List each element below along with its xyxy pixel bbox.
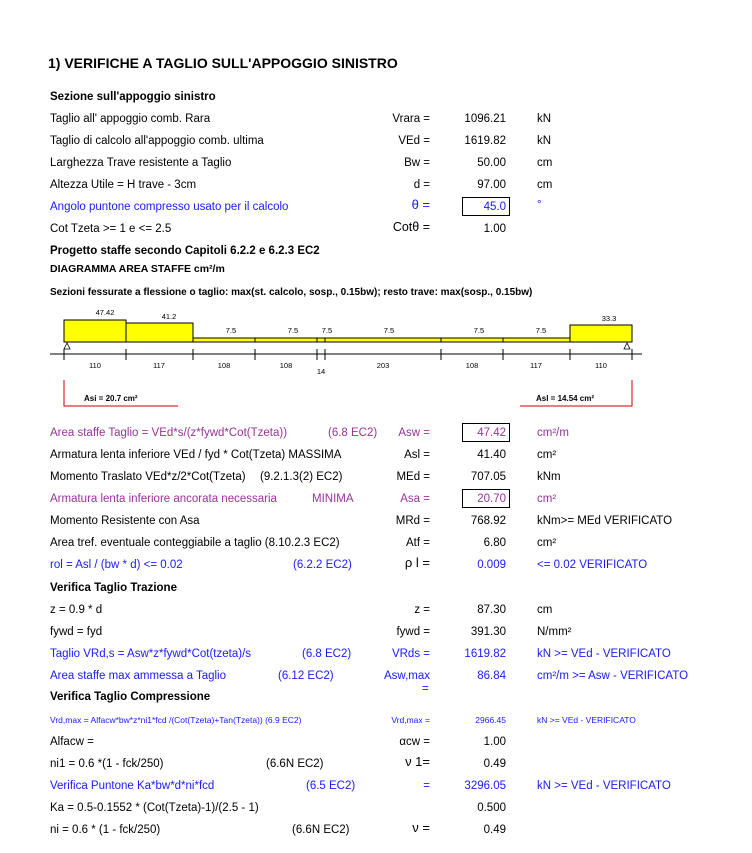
row-value: 1096.21 xyxy=(464,113,506,125)
row-label: Momento Resistente con Asa xyxy=(50,515,200,527)
row-unit: kN >= VEd - VERIFICATO xyxy=(537,648,671,660)
row-label: Angolo puntone compresso usato per il calcolo xyxy=(50,201,289,213)
dim-label: 110 xyxy=(89,361,101,370)
row-ref: MINIMA xyxy=(312,493,354,505)
bar-label: 7.5 xyxy=(287,326,299,335)
row-label: Area staffe Taglio = VEd*s/(z*fywd*Cot(Tzeta)) xyxy=(50,427,288,439)
row-symbol: Asw,max xyxy=(383,670,430,682)
row-symbol: Asw = xyxy=(398,427,430,439)
row-ref: (6.2.2 EC2) xyxy=(293,559,352,571)
theta-value[interactable]: 45.0 xyxy=(483,201,506,213)
row-symbol: Asa = xyxy=(400,493,430,505)
row-value: 0.49 xyxy=(483,824,506,836)
row-unit: cm xyxy=(537,604,553,616)
row-value: 707.05 xyxy=(470,471,506,483)
row-symbol: ν = xyxy=(412,820,430,835)
row-symbol: Vrd,max = xyxy=(391,715,430,725)
dim-label: 110 xyxy=(595,361,607,370)
row-label: Taglio di calcolo all'appoggio comb. ultima xyxy=(50,135,264,147)
row-unit: <= 0.02 VERIFICATO xyxy=(537,559,648,571)
row-value: 2966.45 xyxy=(475,715,506,725)
row-symbol: fywd = xyxy=(396,626,430,638)
row-label: Taglio VRd,s = Asw*z*fywd*Cot(tzeta)/s xyxy=(50,648,252,660)
dim-label: 108 xyxy=(465,361,479,370)
row-label: rol = Asl / (bw * d) <= 0.02 xyxy=(50,559,183,571)
row-symbol: αcw = xyxy=(399,736,430,748)
bar-segment xyxy=(64,320,126,342)
row-value: 1.00 xyxy=(483,736,506,748)
row-symbol: Vrara = xyxy=(392,113,430,125)
bar-label: 7.5 xyxy=(225,326,237,335)
row-label: Armatura lenta inferiore VEd / fyd * Cot(Tzeta) MASSIMA xyxy=(50,449,342,461)
row-label: Momento Traslato VEd*z/2*Cot(Tzeta) xyxy=(50,471,246,483)
row-symbol: Asl = xyxy=(404,449,430,461)
bar-label: 33.3 xyxy=(601,314,617,323)
row-unit: cm xyxy=(537,157,553,169)
bar-label: 7.5 xyxy=(535,326,547,335)
row-equals: = xyxy=(422,683,429,695)
compressione-heading: Verifica Taglio Compressione xyxy=(50,691,211,703)
row-value: 50.00 xyxy=(477,157,506,169)
row-ref: (6.8 EC2) xyxy=(328,427,378,439)
row-symbol: VRds = xyxy=(391,648,430,660)
row-ref: (6.12 EC2) xyxy=(278,670,334,682)
row-label: Ka = 0.5-0.1552 * (Cot(Tzeta)-1)/(2.5 - 1) xyxy=(50,802,259,814)
row-unit: kN >= VEd - VERIFICATO xyxy=(537,780,671,792)
row-unit: cm² xyxy=(537,537,557,549)
row-value: 97.00 xyxy=(477,179,506,191)
row-label: Cot Tzeta >= 1 e <= 2.5 xyxy=(50,223,172,235)
row-label: z = 0.9 * d xyxy=(50,604,103,616)
row-value: 3296.05 xyxy=(464,780,506,792)
row-value: 1.00 xyxy=(483,223,506,235)
row-unit: cm²/m >= Asw - VERIFICATO xyxy=(537,670,689,682)
row-value: 768.92 xyxy=(470,515,506,527)
row-label: Larghezza Trave resistente a Taglio xyxy=(50,157,232,169)
asl-label: Asl = 14.54 cm² xyxy=(536,394,595,403)
row-value: 87.30 xyxy=(477,604,506,616)
row-label: Altezza Utile = H trave - 3cm xyxy=(50,179,197,191)
row-unit: cm²/m xyxy=(537,427,569,439)
diagram-heading: DIAGRAMMA AREA STAFFE cm²/m xyxy=(50,263,225,275)
progetto-heading: Progetto staffe secondo Capitoli 6.2.2 e 6.2.3 EC2 xyxy=(50,245,320,257)
row-label: Armatura lenta inferiore ancorata necessaria xyxy=(50,493,277,505)
row-symbol: Bw = xyxy=(404,157,430,169)
row-value: 41.40 xyxy=(477,449,506,461)
bar-label: 7.5 xyxy=(321,326,333,335)
row-symbol: ρ l = xyxy=(404,555,430,570)
row-symbol: θ = xyxy=(411,197,430,212)
row-unit: kN xyxy=(537,135,552,147)
row-label: Area staffe max ammessa a Taglio xyxy=(50,670,226,682)
row-unit: cm xyxy=(537,179,553,191)
row-symbol: Atf = xyxy=(406,537,430,549)
row-unit: cm² xyxy=(537,449,557,461)
row-value: 391.30 xyxy=(470,626,506,638)
row-unit: kN xyxy=(537,113,552,125)
dim-label: 108 xyxy=(217,361,231,370)
dim-label: 203 xyxy=(376,361,390,370)
row-unit: cm² xyxy=(537,493,557,505)
bar-segment xyxy=(570,325,632,342)
bar-label: 7.5 xyxy=(473,326,485,335)
row-label: Area tref. eventuale conteggiabile a taglio (8.10.2.3 EC2) xyxy=(50,537,340,549)
row-value: 1619.82 xyxy=(464,135,506,147)
row-label: ni = 0.6 * (1 - fck/250) xyxy=(50,824,161,836)
sezioni-text: Sezioni fessurate a flessione o taglio: max(st. calcolo, sosp., 0.15bw); resto trave: max(sosp., 0.15bw) xyxy=(50,287,533,298)
support-icon xyxy=(64,343,70,349)
dim-label: 117 xyxy=(153,361,165,370)
page-title: 1) VERIFICHE A TAGLIO SULL'APPOGGIO SINISTRO xyxy=(48,55,398,71)
row-value: 0.009 xyxy=(477,559,506,571)
row-symbol: Cotθ = xyxy=(392,220,430,234)
row-unit: ° xyxy=(537,199,542,211)
row-ref: (6.6N EC2) xyxy=(292,824,350,836)
row-ref: (6.6N EC2) xyxy=(266,758,324,770)
asi-label: Asi = 20.7 cm² xyxy=(84,394,138,403)
row-value: 0.500 xyxy=(477,802,506,814)
row-label: Taglio all' appoggio comb. Rara xyxy=(50,113,211,125)
row-symbol: MEd = xyxy=(396,471,430,483)
bar-segment xyxy=(126,323,193,342)
row-ref: (6.8 EC2) xyxy=(302,648,352,660)
row-symbol: z = xyxy=(414,604,430,616)
support-icon xyxy=(624,343,630,349)
row-unit: kNm xyxy=(537,471,561,483)
bar-label: 41.2 xyxy=(161,312,177,321)
row-symbol: d = xyxy=(413,179,430,191)
section-heading: Sezione sull'appoggio sinistro xyxy=(50,91,216,103)
trazione-heading: Verifica Taglio Trazione xyxy=(50,582,177,594)
row-symbol: ν 1= xyxy=(405,754,430,769)
row-value: 47.42 xyxy=(477,427,506,439)
row-label: Alfacw = xyxy=(50,736,94,748)
row-value: 0.49 xyxy=(483,758,506,770)
row-ref: (9.2.1.3(2) EC2) xyxy=(260,471,343,483)
row-label: Vrd,max = Alfacw*bw*z*ni1*fcd /(Cot(Tzeta)+Tan(Tzeta)) (6.9 EC2) xyxy=(50,715,302,725)
bar-segment xyxy=(193,338,570,342)
row-value: 1619.82 xyxy=(464,648,506,660)
dim-label: 117 xyxy=(530,361,542,370)
row-ref: (6.5 EC2) xyxy=(306,780,356,792)
row-value: 20.70 xyxy=(477,493,506,505)
row-symbol: = xyxy=(423,780,430,792)
dim-label: 14 xyxy=(316,367,326,376)
row-symbol: MRd = xyxy=(395,515,430,527)
row-unit: kN >= VEd - VERIFICATO xyxy=(537,715,636,725)
dim-label: 108 xyxy=(279,361,293,370)
bar-label: 47.42 xyxy=(95,308,115,317)
row-value: 6.80 xyxy=(483,537,506,549)
bar-label: 7.5 xyxy=(383,326,395,335)
row-label: ni1 = 0.6 *(1 - fck/250) xyxy=(50,758,164,770)
row-value: 86.84 xyxy=(477,670,506,682)
row-label: Verifica Puntone Ka*bw*d*ni*fcd xyxy=(50,780,215,792)
row-unit: N/mm² xyxy=(537,626,572,638)
stirrup-area-diagram xyxy=(0,300,752,415)
row-unit: kNm>= MEd VERIFICATO xyxy=(537,515,673,527)
row-symbol: VEd = xyxy=(398,135,430,147)
row-label: fywd = fyd xyxy=(50,626,103,638)
